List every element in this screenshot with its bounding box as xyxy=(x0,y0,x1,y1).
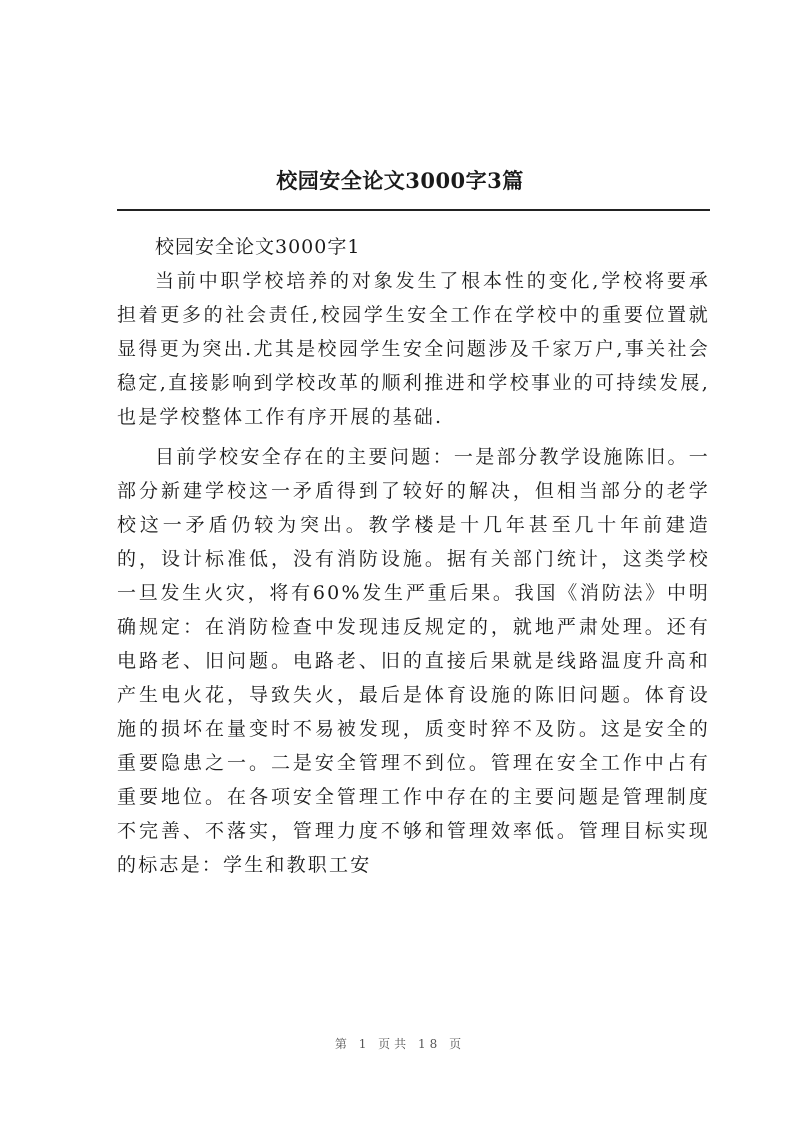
paragraph-problems: 目前学校安全存在的主要问题：一是部分教学设施陈旧。一部分新建学校这一矛盾得到了较好的解决，但相当部分的老学校这一矛盾仍较为突出。教学楼是十几年甚至几十年前建造的，设计标准低，没有消防设施。据有关部门统计，这类学校一旦发生火灾，将有60%发生严重后果。我国《消防法》中明确规定：在消防检查中发现违反规定的，就地严肃处理。还有电路老、旧问题。电路老、旧的直接后果就是线路温度升高和产生电火花，导致失火，最后是体育设施的陈旧问题。体育设施的损坏在量变时不易被发现，质变时猝不及防。这是安全的重要隐患之一。二是安全管理不到位。管理在安全工作中占有重要地位。在各项安全管理工作中存在的主要问题是管理制度不完善、不落实，管理力度不够和管理效率低。管理目标实现的标志是：学生和教职工安 xyxy=(117,446,710,876)
paragraph-intro: 当前中职学校培养的对象发生了根本性的变化,学校将要承担着更多的社会责任,校园学生安全工作在学校中的重要位置就显得更为突出.尤其是校园学生安全问题涉及千家万户,事关社会稳定,直接影响到学校改革的顺利推进和学校事业的可持续发展,也是学校整体工作有序开展的基础. xyxy=(117,270,710,428)
page-footer: 第 1 页共 18 页 xyxy=(334,1037,466,1051)
section-subheading: 校园安全论文3000字1 xyxy=(155,236,361,258)
document-body xyxy=(117,230,710,882)
page-title: 校园安全论文3000字3篇 xyxy=(276,168,524,193)
title-divider xyxy=(117,209,710,211)
